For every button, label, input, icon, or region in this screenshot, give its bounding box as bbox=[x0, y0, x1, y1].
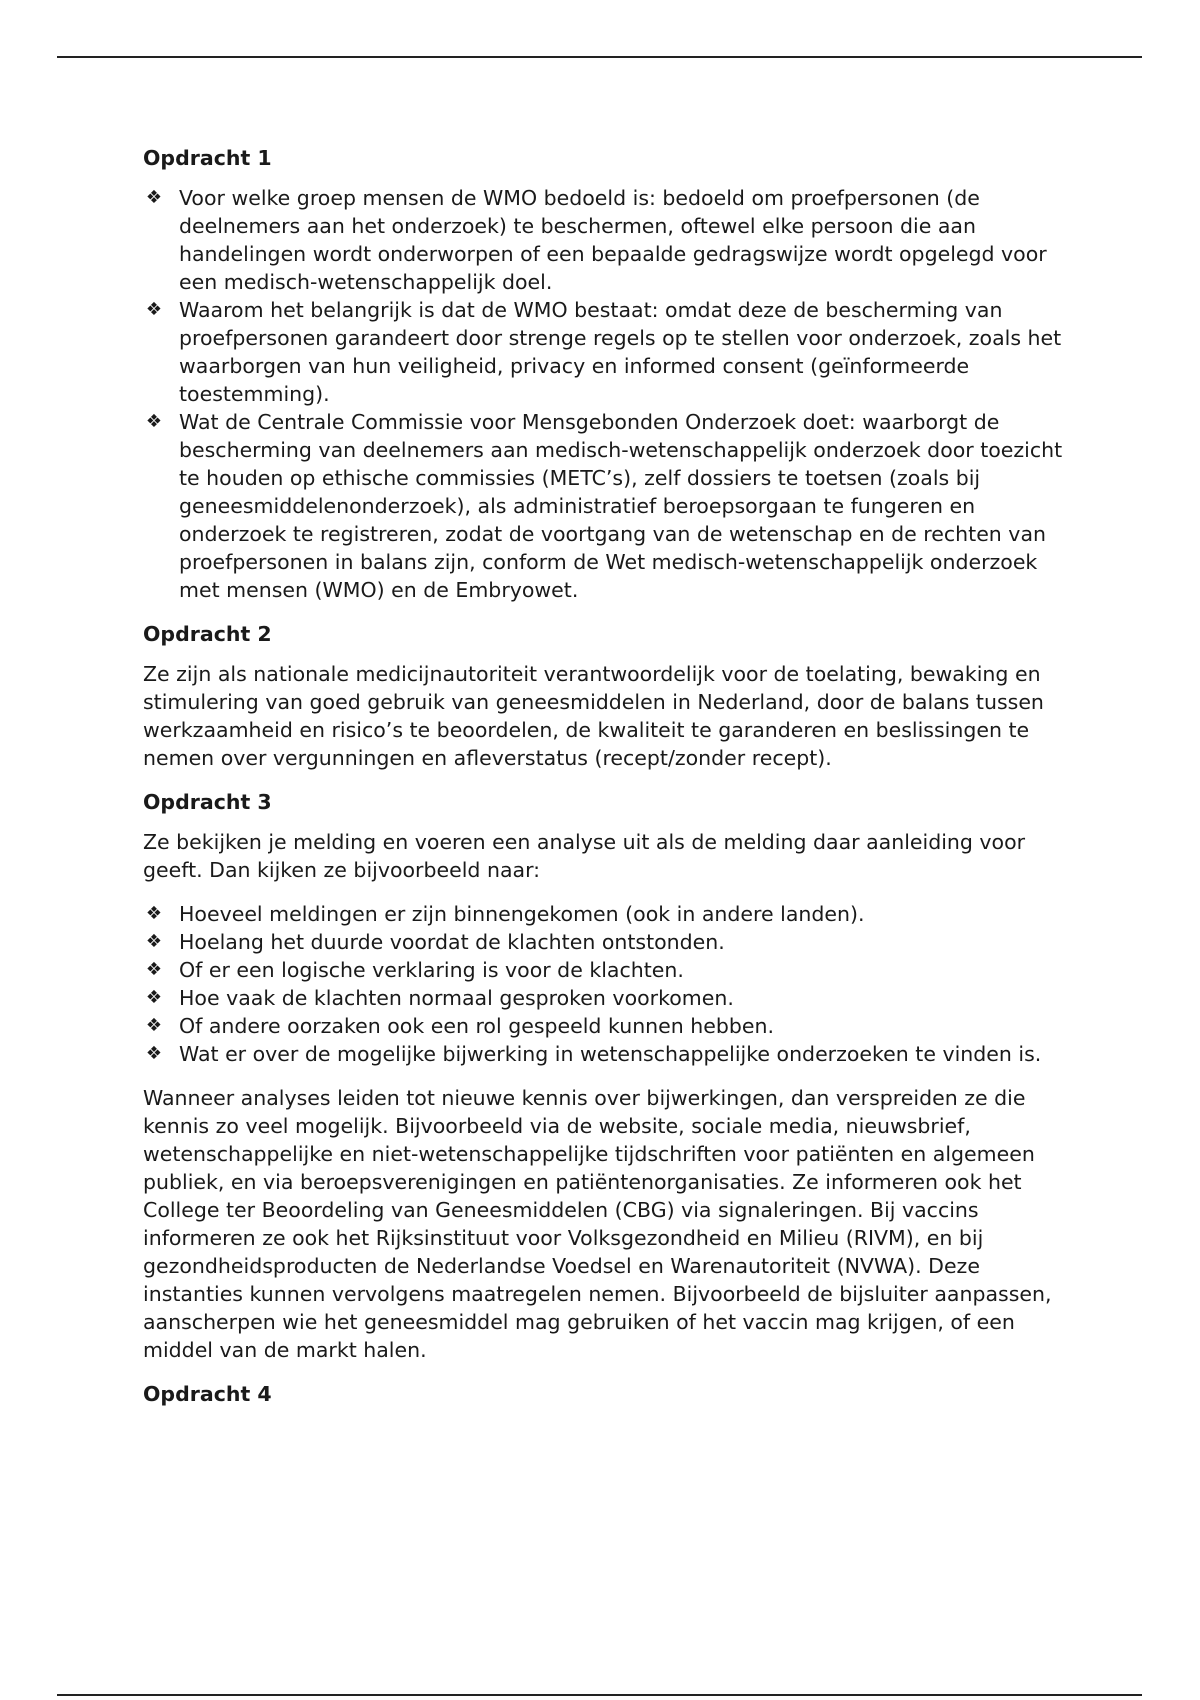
list-item-text: Hoeveel meldingen er zijn binnengekomen (ook in andere landen). bbox=[179, 902, 865, 926]
list-item bbox=[143, 1012, 1073, 1040]
heading-opdracht-1: Opdracht 1 bbox=[143, 146, 272, 170]
heading-opdracht-2: Opdracht 2 bbox=[143, 622, 272, 646]
diamond-bullet-icon: ❖ bbox=[145, 1043, 163, 1064]
opdracht-3-list bbox=[143, 900, 1073, 1068]
diamond-bullet-icon: ❖ bbox=[145, 987, 163, 1008]
list-item-text: Wat er over de mogelijke bijwerking in wetenschappelijke onderzoeken te vinden is. bbox=[179, 1042, 1042, 1066]
list-item-text: Voor welke groep mensen de WMO bedoeld is: bedoeld om proefpersonen (de deelnemers aan het onderzoek) te beschermen, oftewel elke persoon die aan handelingen wordt onderworpen of een bepaalde gedragswijze wordt opgelegd voor een medisch-wetenschappelijk doel. bbox=[179, 186, 1047, 294]
document-body bbox=[143, 134, 1073, 1420]
diamond-bullet-icon: ❖ bbox=[145, 411, 163, 432]
diamond-bullet-icon: ❖ bbox=[145, 187, 163, 208]
list-item-text: Of er een logische verklaring is voor de klachten. bbox=[179, 958, 684, 982]
list-item bbox=[143, 956, 1073, 984]
list-item-text: Hoe vaak de klachten normaal gesproken voorkomen. bbox=[179, 986, 734, 1010]
list-item-text: Hoelang het duurde voordat de klachten ontstonden. bbox=[179, 930, 725, 954]
list-item bbox=[143, 408, 1073, 604]
opdracht-2-paragraph: Ze zijn als nationale medicijnautoriteit verantwoordelijk voor de toelating, bewaking en stimulering van goed gebruik van geneesmiddelen in Nederland, door de balans tussen werkzaamheid en risico’s te beoordelen, de kwaliteit te garanderen en beslissingen te nemen over vergunningen en afleverstatus (recept/zonder recept). bbox=[143, 662, 1044, 770]
opdracht-1-list bbox=[143, 184, 1073, 604]
list-item bbox=[143, 1040, 1073, 1068]
header-rule bbox=[57, 56, 1142, 58]
list-item-text: Wat de Centrale Commissie voor Mensgebonden Onderzoek doet: waarborgt de bescherming van deelnemers aan medisch-wetenschappelijk onderzoek door toezicht te houden op ethische commissies (METC’s), zelf dossiers te toetsen (zoals bij geneesmiddelenonderzoek), als administratief beroepsorgaan te fungeren en onderzoek te registreren, zodat de voortgang van de wetenschap en de rechten van proefpersonen in balans zijn, conform de Wet medisch-wetenschappelijk onderzoek met mensen (WMO) en de Embryowet. bbox=[179, 410, 1063, 602]
diamond-bullet-icon: ❖ bbox=[145, 959, 163, 980]
diamond-bullet-icon: ❖ bbox=[145, 931, 163, 952]
diamond-bullet-icon: ❖ bbox=[145, 1015, 163, 1036]
list-item bbox=[143, 900, 1073, 928]
list-item-text: Waarom het belangrijk is dat de WMO bestaat: omdat deze de bescherming van proefpersonen garandeert door strenge regels op te stellen voor onderzoek, zoals het waarborgen van hun veiligheid, privacy en informed consent (geïnformeerde toestemming). bbox=[179, 298, 1062, 406]
diamond-bullet-icon: ❖ bbox=[145, 903, 163, 924]
list-item bbox=[143, 184, 1073, 296]
opdracht-3-intro: Ze bekijken je melding en voeren een analyse uit als de melding daar aanleiding voor geeft. Dan kijken ze bijvoorbeeld naar: bbox=[143, 830, 1026, 882]
list-item-text: Of andere oorzaken ook een rol gespeeld kunnen hebben. bbox=[179, 1014, 775, 1038]
opdracht-3-outro: Wanneer analyses leiden tot nieuwe kennis over bijwerkingen, dan verspreiden ze die kennis zo veel mogelijk. Bijvoorbeeld via de website, sociale media, nieuwsbrief, wetenschappelijke en niet-wetenschappelijke tijdschriften voor patiënten en algemeen publiek, en via beroepsverenigingen en patiëntenorganisaties. Ze informeren ook het College ter Beoordeling van Geneesmiddelen (CBG) via signaleringen. Bij vaccins informeren ze ook het Rijksinstituut voor Volksgezondheid en Milieu (RIVM), en bij gezondheidsproducten de Nederlandse Voedsel en Warenautoriteit (NVWA). Deze instanties kunnen vervolgens maatregelen nemen. Bijvoorbeeld de bijsluiter aanpassen, aanscherpen wie het geneesmiddel mag gebruiken of het vaccin mag krijgen, of een middel van de markt halen. bbox=[143, 1086, 1052, 1362]
list-item bbox=[143, 928, 1073, 956]
footer-rule bbox=[57, 1694, 1142, 1696]
diamond-bullet-icon: ❖ bbox=[145, 299, 163, 320]
heading-opdracht-3: Opdracht 3 bbox=[143, 790, 272, 814]
list-item bbox=[143, 296, 1073, 408]
heading-opdracht-4: Opdracht 4 bbox=[143, 1382, 272, 1406]
list-item bbox=[143, 984, 1073, 1012]
